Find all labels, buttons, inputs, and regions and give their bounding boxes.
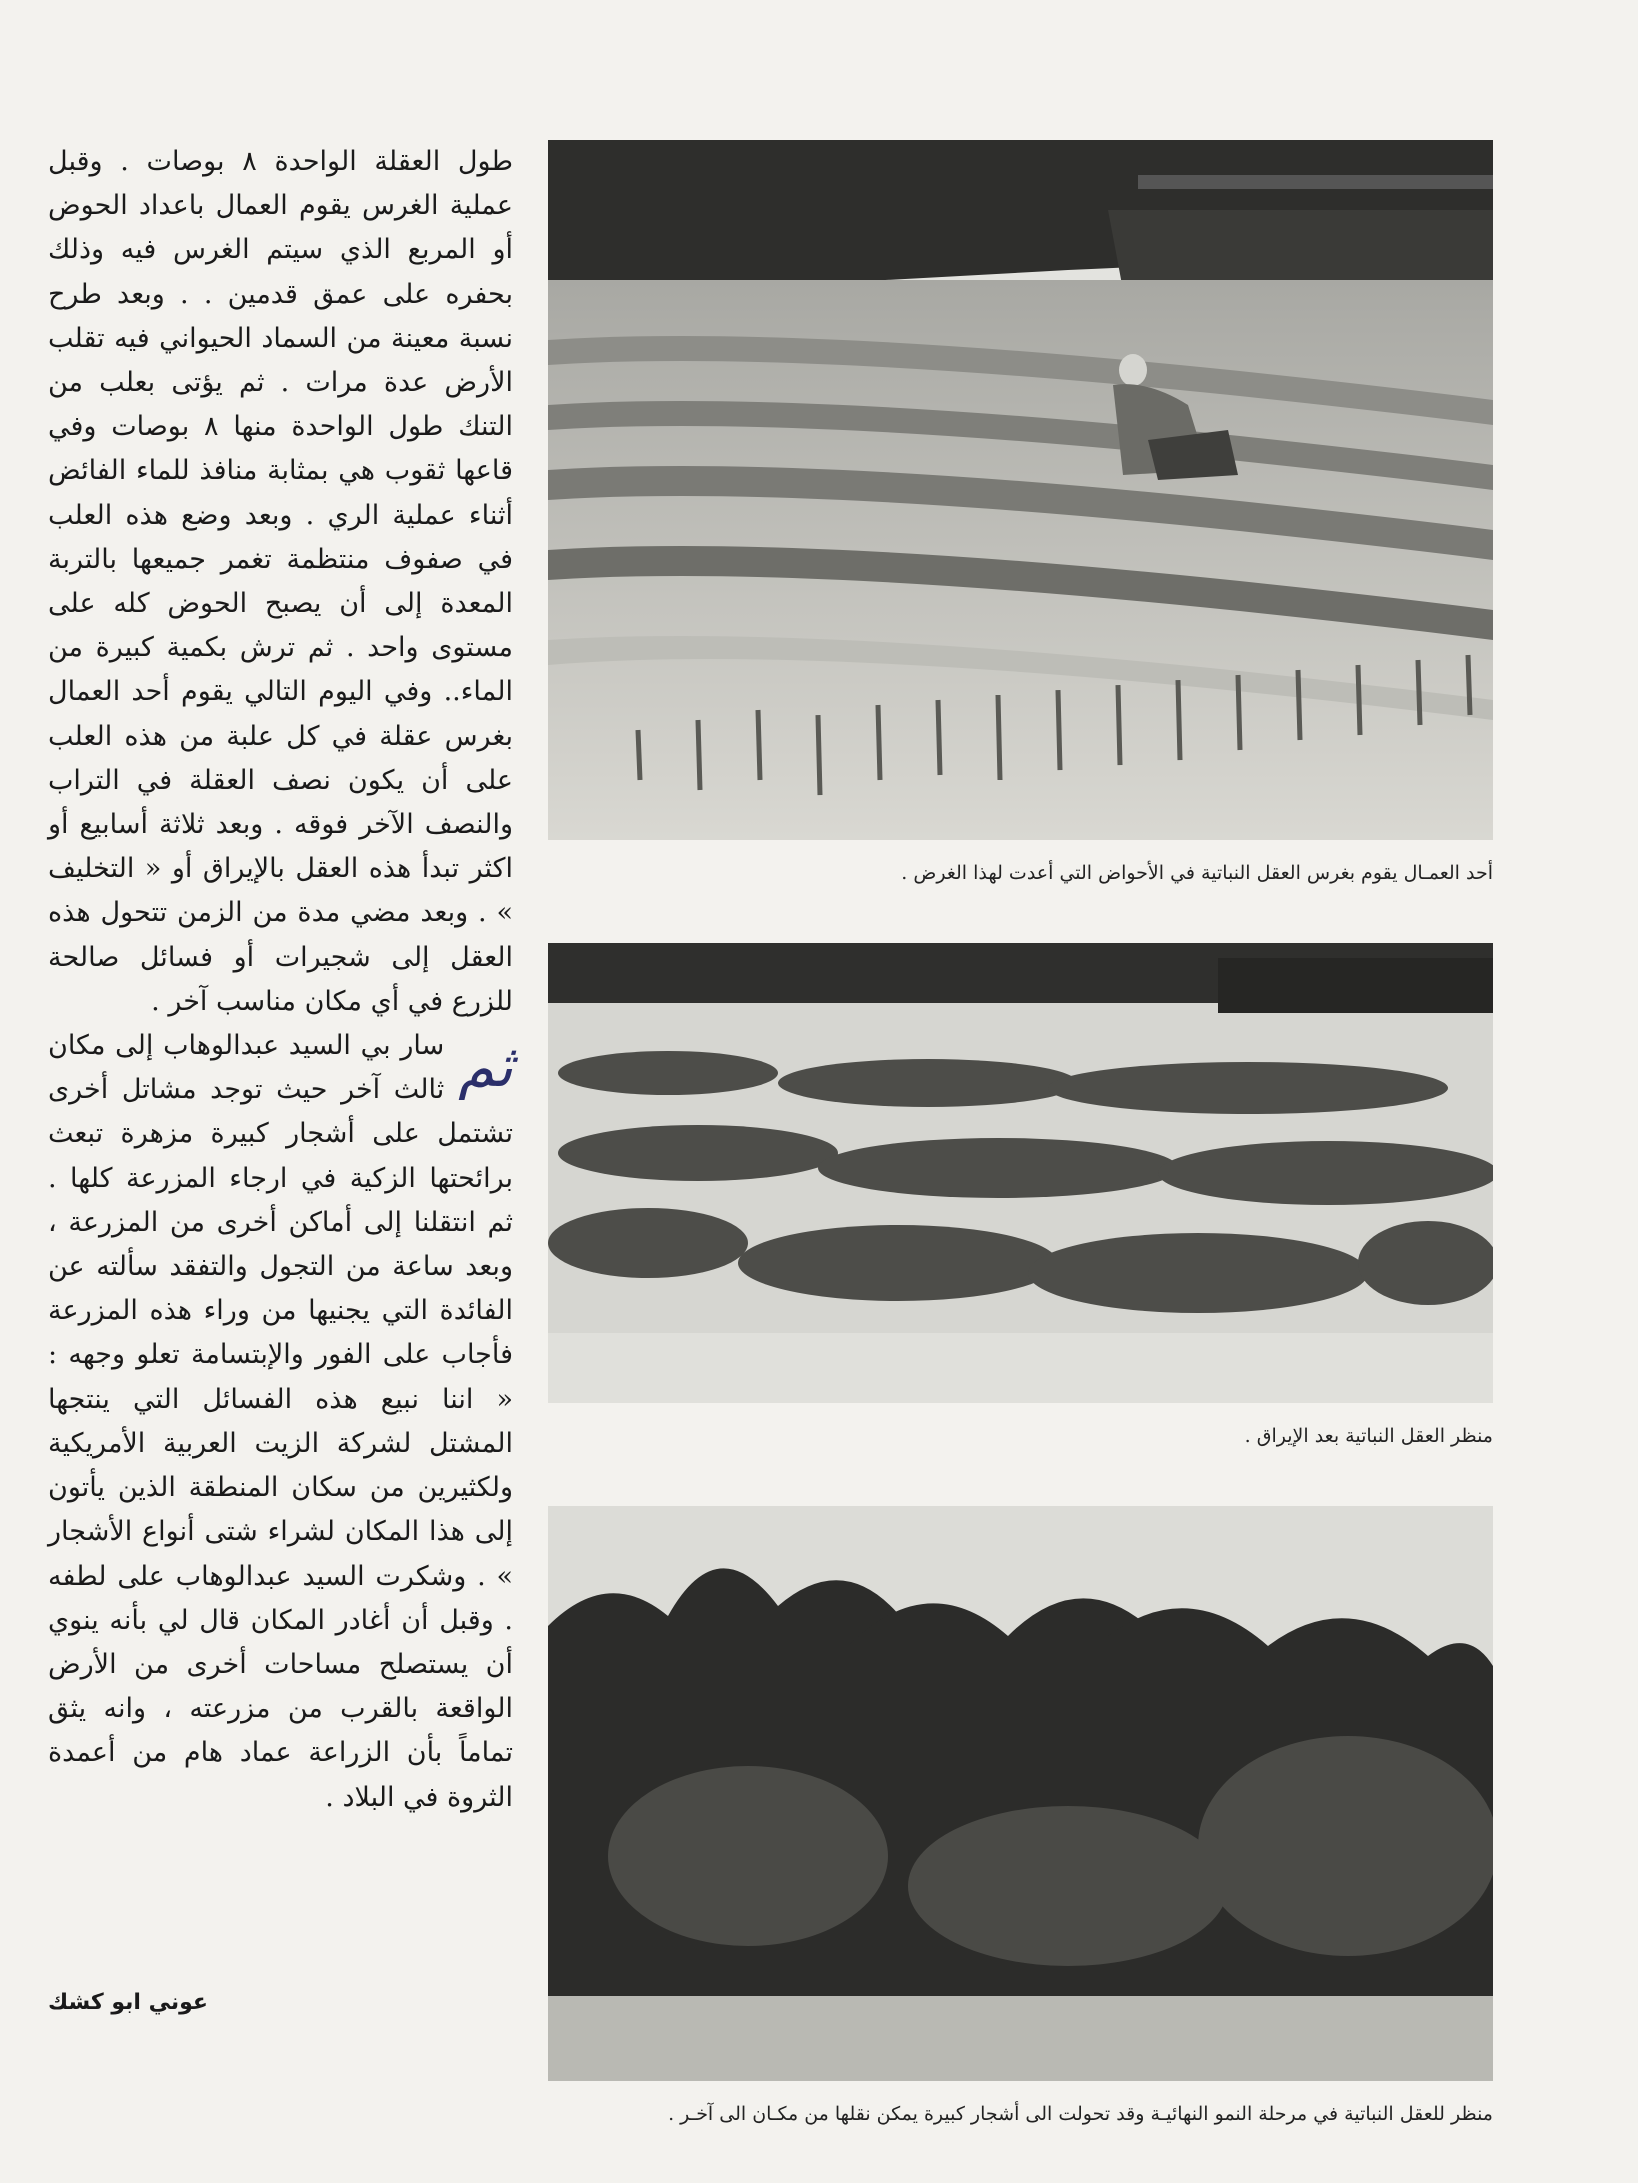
photo-cuttings-leafing (548, 943, 1493, 1403)
photo-caption-2: منظر العقل النباتية بعد الإيراق . (1244, 1425, 1493, 1447)
article-paragraph-1: طول العقلة الواحدة ٨ بوصات . وقبل عملية الغرس يقوم العمال باعداد الحوض أو المربع الذي سيتم الغرس فيه وذلك بحفره على عمق قدمين . . وبعد طرح نسبة معينة من السماد الحيواني فيه تقلب الأرض عدة مرات . ثم يؤتى بعلب من التنك طول الواحدة منها ٨ بوصات وفي قاعها ثقوب هي بمثابة منافذ للماء الفائض أثناء عملية الري . وبعد وضع هذه العلب في صفوف منتظمة تغمر جميعها بالتربة المعدة إلى أن يصبح الحوض كله على مستوى واحد . ثم ترش بكمية كبيرة من الماء.. وفي اليوم التالي يقوم أحد العمال بغرس عقلة في كل علبة من هذه العلب على أن يكون نصف العقلة في التراب والنصف الآخر فوقه . وبعد ثلاثة أسابيع أو اكثر تبدأ هذه العقل بالإيراق أو « التخليف » . وبعد مضي مدة من الزمن تتحول هذه العقل إلى شجيرات أو فسائل صالحة للزرع في أي مكان مناسب آخر . (48, 146, 513, 1017)
photo-worker-planting (548, 140, 1493, 840)
photo-column (548, 140, 1493, 2129)
article-body (48, 140, 513, 1820)
drop-cap: ثم (458, 1032, 513, 1101)
photo-caption-3: منظر للعقل النباتية في مرحلة النمو النهائيـة وقد تحولت الى أشجار كبيرة يمكن نقلها من مكـان الى آخـر . (668, 2103, 1493, 2125)
article-paragraph-2-text: سار بي السيد عبدالوهاب إلى مكان ثالث آخر حيث توجد مشاتل أخرى تشتمل على أشجار كبيرة مزهرة تبعث برائحتها الزكية في ارجاء المزرعة كلها . ثم انتقلنا إلى أماكن أخرى من المزرعة ، وبعد ساعة من التجول والتفقد سألته عن الفائدة التي يجنيها من وراء هذه المزرعة فأجاب على الفور والإبتسامة تعلو وجهه : « اننا نبيع هذه الفسائل التي ينتجها المشتل لشركة الزيت العربية الأمريكية ولكثيرين من سكان المنطقة الذين يأتون إلى هذا المكان لشراء شتى أنواع الأشجار » . وشكرت السيد عبدالوهاب على لطفه . وقبل أن أغادر المكان قال لي بأنه ينوي أن يستصلح مساحات أخرى من الأرض الواقعة بالقرب من مزرعته ، وانه يثق تماماً بأن الزراعة عماد هام من أعمدة الثروة في البلاد . (48, 1030, 513, 1813)
article-paragraph-2 (48, 1024, 513, 1820)
photo-grown-trees (548, 1506, 1493, 2081)
photo-caption-1: أحد العمـال يقوم بغرس العقل النباتية في الأحواض التي أعدت لهذا الغرض . (901, 862, 1493, 884)
author-byline: عوني ابو كشك (48, 1990, 208, 2015)
